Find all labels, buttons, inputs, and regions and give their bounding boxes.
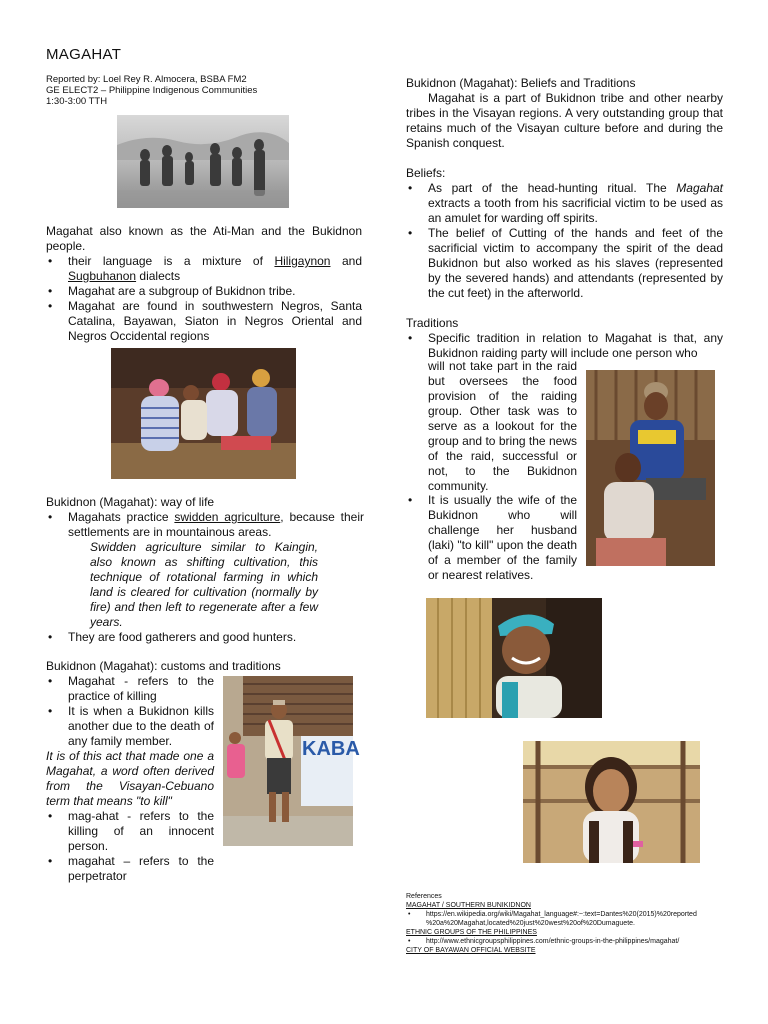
list-item: • They are food gatherers and good hunters. <box>46 630 364 645</box>
swidden-agriculture-link[interactable]: swidden agriculture <box>174 510 281 524</box>
swidden-note: Swidden agriculture similar to Kaingin, also known as shifting cultivation, this technique of rotational farming in which land is cleared for cultivation (normally by fire) and then left to regenerate after a few years. <box>90 540 318 629</box>
way-of-life-heading: Bukidnon (Magahat): way of life <box>46 495 215 509</box>
list-item: • It is usually the wife of the Bukidnon who will challenge her husband (laki) "to kill" upon the death of a member of the family or nearest relatives. <box>406 493 577 583</box>
time-line: 1:30-3:00 TTH <box>46 96 108 107</box>
intro-paragraph: Magahat also known as the Ati-Man and the Bukidnon people. <box>46 224 362 253</box>
list-item: • Specific tradition in relation to Magahat is that, any Bukidnon raiding party will include one person who <box>406 331 723 361</box>
couple-photo <box>586 370 715 566</box>
list-item: • Magahat are found in southwestern Negros, Santa Catalina, Bayawan, Siaton in Negros Oriental and Negros Occidental regions <box>46 299 362 344</box>
reference-url-link[interactable]: • https://en.wikipedia.org/wiki/Magahat_language#:~:text=Dantes%20(2015)%20reported %20a%20Magahat,located%20just%20west%20of%20Dumaguete. <box>406 910 736 928</box>
list-item: • It is when a Bukidnon kills another due to the death of any family member. <box>46 704 214 749</box>
traditions-label: Traditions <box>406 316 459 330</box>
reference-title: CITY OF BAYAWAN OFFICIAL WEBSITE <box>406 947 536 954</box>
list-item: • As part of the head-hunting ritual. The Magahat extracts a tooth from his sacrificial victim to be used as an amulet for warding off spirits. <box>406 181 723 226</box>
hiligaynon-link[interactable]: Hiligaynon <box>274 254 331 268</box>
magahat-definition: It is of this act that made one a Magahat, a word often derived from the Visayan-Cebuano term that means "to kill" <box>46 749 214 808</box>
list-item: • mag-ahat - refers to the killing of an innocent person. <box>46 809 214 854</box>
list-item: • Magahat are a subgroup of Bukidnon tribe. <box>46 284 362 299</box>
kaba-sign: KABA <box>302 738 360 760</box>
dancers-photo <box>117 115 289 208</box>
beliefs-label: Beliefs: <box>406 166 446 180</box>
tradition-continued: will not take part in the raid but oversees the food provision of the raiding group. Other task was to serve as a lookout for the group and to bring the news of the raid, successful or not, to the Bukidnon community. <box>428 359 577 493</box>
list-item: • Magahats practice swidden agriculture, because their settlements are in mountainous areas. <box>46 510 364 540</box>
list-item: • Magahat - refers to the practice of killing <box>46 674 214 704</box>
girl-photo <box>523 741 700 863</box>
references-label: References <box>406 893 442 900</box>
list-item: • magahat – refers to the perpetrator <box>46 854 214 884</box>
man-portrait-photo <box>426 598 602 718</box>
reference-title: ETHNIC GROUPS OF THE PHILIPPINES <box>406 929 537 936</box>
beliefs-heading: Bukidnon (Magahat): Beliefs and Traditions <box>406 76 636 90</box>
course-line: GE ELECT2 – Philippine Indigenous Communities <box>46 85 258 96</box>
sugbuhanon-link[interactable]: Sugbuhanon <box>68 269 137 283</box>
reporter-line: Reported by: Loel Rey R. Almocera, BSBA FM2 <box>46 74 247 85</box>
list-item: • The belief of Cutting of the hands and feet of the sacrificial victim to accompany the spirit of the dead Bukidnon but also worked as his slaves (represented by the severed hands) and attendants (represented by the cut feet) in the afterworld. <box>406 226 723 301</box>
reference-title: MAGAHAT / SOUTHERN BUNIKIDNON <box>406 902 531 909</box>
customs-heading: Bukidnon (Magahat): customs and traditions <box>46 659 281 673</box>
man-standing-photo <box>223 676 360 846</box>
group-sitting-photo <box>111 348 296 479</box>
list-item: • their language is a mixture of Hiligaynon and Sugbuhanon dialects <box>46 254 362 284</box>
reference-url-link[interactable]: • http://www.ethnicgroupsphilippines.com/ethnic-groups-in-the-philippines/magahat/ <box>406 937 736 946</box>
beliefs-intro: Magahat is a part of Bukidnon tribe and other nearby tribes in the Visayan regions. A very outstanding group that retains much of the Visayan culture before and during the Spanish conquest. <box>406 91 723 150</box>
page-title: MAGAHAT <box>46 46 122 63</box>
